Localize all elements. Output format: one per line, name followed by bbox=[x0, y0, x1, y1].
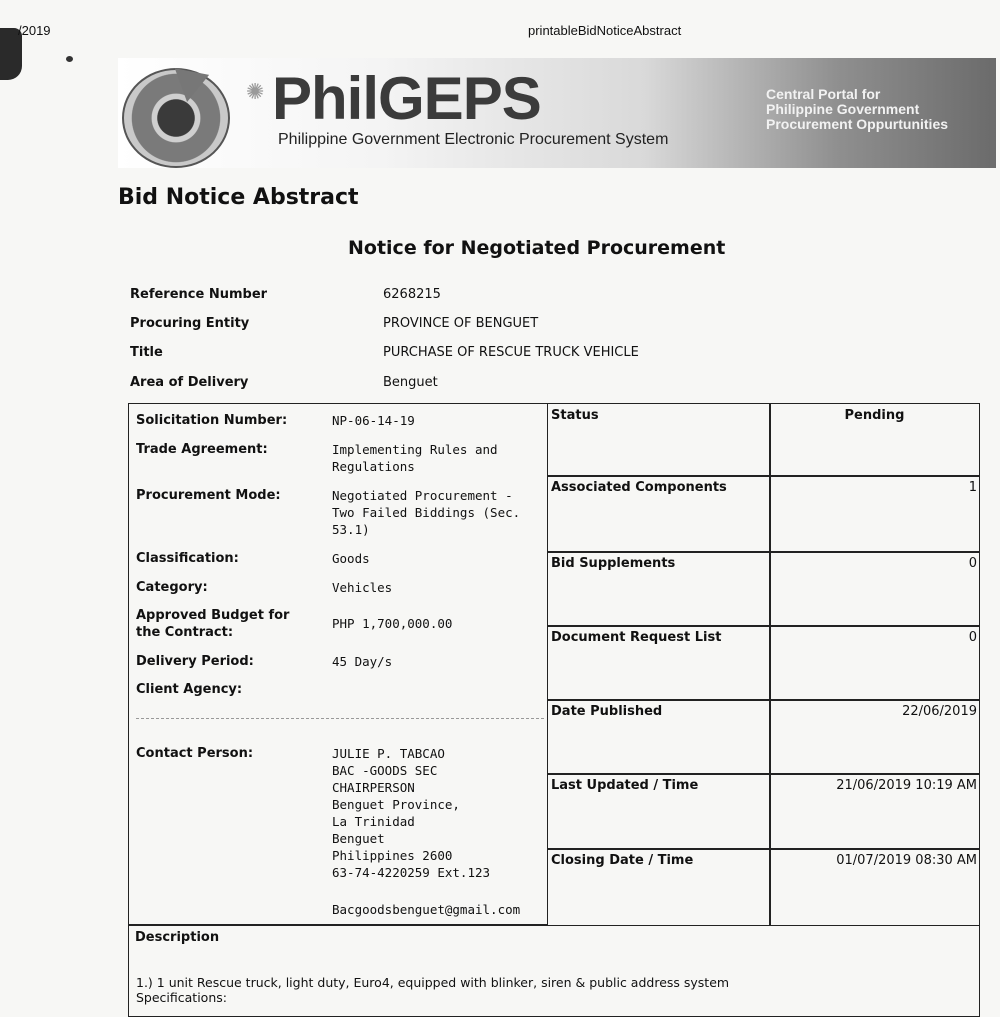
info-value: Benguet bbox=[383, 375, 438, 390]
grid-value-cell bbox=[769, 551, 980, 627]
grid-value-cell bbox=[769, 699, 980, 775]
grid-label: Last Updated / Time bbox=[551, 778, 699, 793]
document-title: Bid Notice Abstract bbox=[118, 185, 359, 210]
grid-label-cell bbox=[547, 625, 771, 701]
description-line: Specifications: bbox=[136, 990, 227, 1005]
info-label: Area of Delivery bbox=[130, 375, 249, 390]
contact-line: 63-74-4220259 Ext.123 bbox=[332, 865, 491, 880]
grid-value: 0 bbox=[968, 556, 977, 571]
grid-label: Bid Supplements bbox=[551, 556, 676, 571]
contact-line: JULIE P. TABCAO bbox=[332, 746, 445, 761]
status-label-cell bbox=[547, 403, 771, 477]
globe-logo-icon bbox=[122, 68, 230, 168]
grid-value: 21/06/2019 10:19 AM bbox=[836, 778, 977, 793]
portal-line-2: Philippine Government bbox=[766, 101, 920, 117]
detail-label: Approved Budget for the Contract: bbox=[136, 608, 290, 640]
grid-label: Date Published bbox=[551, 704, 663, 719]
detail-label: Procurement Mode: bbox=[136, 488, 281, 503]
contact-line: BAC -GOODS SEC bbox=[332, 763, 438, 778]
detail-label: Trade Agreement: bbox=[136, 442, 268, 457]
grid-label-cell bbox=[547, 551, 771, 627]
contact-line: La Trinidad bbox=[332, 814, 415, 829]
print-date: /2019 bbox=[18, 23, 51, 38]
detail-label: Contact Person: bbox=[136, 746, 254, 761]
info-label: Reference Number bbox=[130, 287, 268, 302]
portal-line-1: Central Portal for bbox=[766, 86, 881, 102]
grid-label: Associated Components bbox=[551, 480, 727, 495]
status-badge: Pending bbox=[844, 408, 905, 423]
contact-line: Philippines 2600 bbox=[332, 848, 453, 863]
detail-label: Delivery Period: bbox=[136, 654, 254, 669]
description-line: 1.) 1 unit Rescue truck, light duty, Euro4, equipped with blinker, siren & public address system bbox=[136, 975, 730, 990]
grid-value: 0 bbox=[968, 630, 977, 645]
info-label: Procuring Entity bbox=[130, 316, 250, 331]
notice-title: Notice for Negotiated Procurement bbox=[348, 237, 726, 259]
contact-email[interactable]: Bacgoodsbenguet@gmail.com bbox=[332, 902, 521, 917]
detail-value: 45 Day/s bbox=[332, 654, 393, 669]
detail-label: Solicitation Number: bbox=[136, 413, 288, 428]
detail-value: Goods bbox=[332, 551, 370, 566]
grid-label: Status bbox=[551, 408, 599, 423]
info-value: PROVINCE OF BENGUET bbox=[383, 316, 539, 331]
info-value: 6268215 bbox=[383, 287, 441, 302]
detail-label: Classification: bbox=[136, 551, 239, 566]
portal-tagline bbox=[766, 87, 996, 132]
detail-label: Category: bbox=[136, 580, 208, 595]
grid-value: 22/06/2019 bbox=[902, 704, 977, 719]
brand-name: PhilGEPS bbox=[272, 65, 541, 132]
portal-line-3: Procurement Oppurtunities bbox=[766, 116, 949, 132]
grid-value: 1 bbox=[968, 480, 977, 495]
info-label: Title bbox=[130, 345, 163, 360]
brand-subtitle: Philippine Government Electronic Procurement System bbox=[278, 131, 669, 148]
description-box bbox=[128, 925, 980, 1017]
print-page-name: printableBidNoticeAbstract bbox=[528, 23, 682, 38]
detail-value: Implementing Rules and Regulations bbox=[332, 442, 498, 474]
grid-value-cell bbox=[769, 773, 980, 850]
info-value: PURCHASE OF RESCUE TRUCK VEHICLE bbox=[383, 345, 639, 360]
scan-speck bbox=[66, 56, 73, 62]
contact-line: CHAIRPERSON bbox=[332, 780, 415, 795]
detail-value: NP-06-14-19 bbox=[332, 413, 415, 428]
grid-value-cell bbox=[769, 625, 980, 701]
grid-label: Document Request List bbox=[551, 630, 722, 645]
grid-value: 01/07/2019 08:30 AM bbox=[836, 853, 977, 868]
star-icon: ✺ bbox=[246, 80, 265, 105]
detail-value: PHP 1,700,000.00 bbox=[332, 616, 453, 631]
detail-value: Negotiated Procurement - Two Failed Biddings (Sec. 53.1) bbox=[332, 488, 521, 537]
status-value-cell bbox=[769, 403, 980, 477]
contact-line: Benguet bbox=[332, 831, 385, 846]
contact-lines bbox=[332, 745, 532, 881]
grid-label-cell bbox=[547, 699, 771, 775]
grid-label: Closing Date / Time bbox=[551, 853, 694, 868]
grid-label-cell bbox=[547, 475, 771, 553]
divider bbox=[136, 718, 544, 719]
grid-value-cell bbox=[769, 475, 980, 553]
grid-label-cell bbox=[547, 848, 771, 926]
grid-label-cell bbox=[547, 773, 771, 850]
detail-label: Client Agency: bbox=[136, 682, 243, 697]
grid-value-cell bbox=[769, 848, 980, 926]
detail-value: Vehicles bbox=[332, 580, 393, 595]
contact-line: Benguet Province, bbox=[332, 797, 460, 812]
description-title: Description bbox=[135, 930, 220, 945]
